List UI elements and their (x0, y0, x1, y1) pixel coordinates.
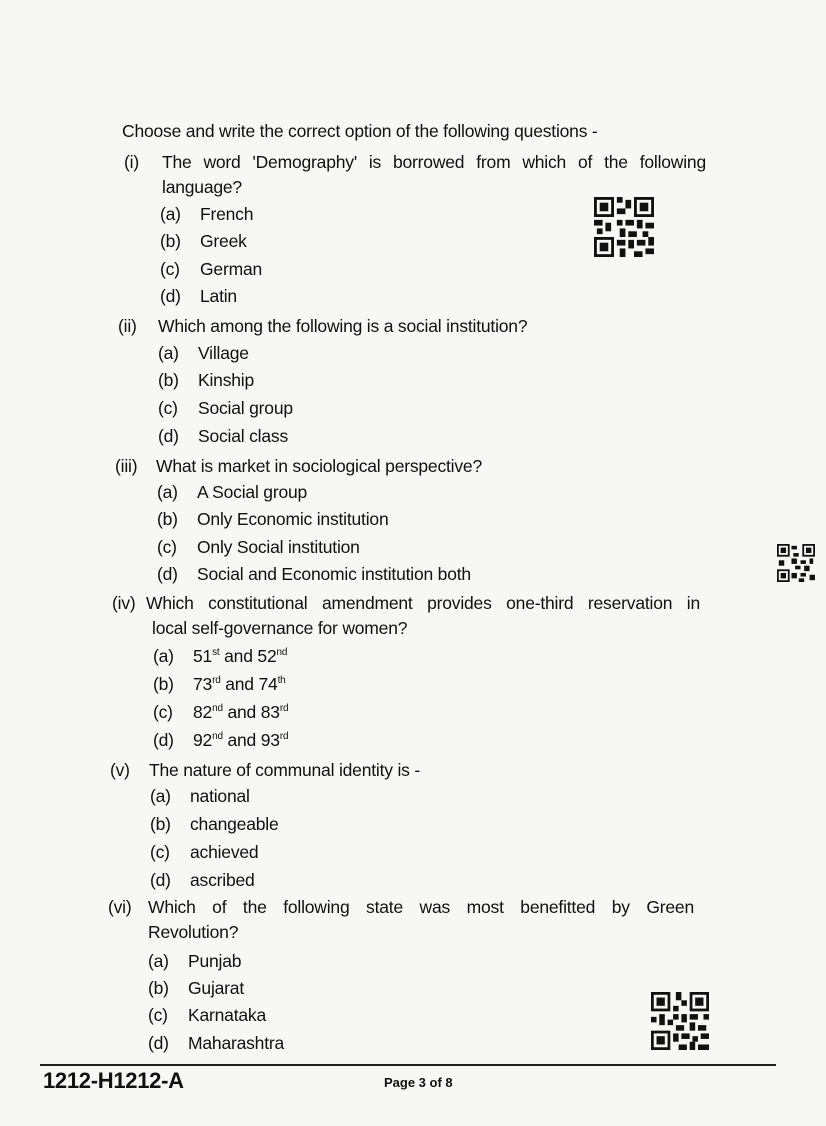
option (158, 398, 293, 419)
qr-code-icon (650, 992, 710, 1050)
question-text-line: Which among the following is a social institution? (158, 316, 528, 336)
question-2 (118, 314, 718, 339)
option (153, 674, 286, 695)
question-text-line: The word 'Demography' is borrowed from which of the following (162, 152, 706, 172)
conjunction: and (220, 674, 259, 694)
ordinal-suffix: rd (212, 675, 221, 686)
option-label: (a) (158, 343, 179, 363)
option-label: (b) (157, 509, 178, 529)
option (148, 951, 241, 972)
question-4 (112, 591, 700, 641)
option-label: (c) (150, 842, 170, 862)
question-text-line: Which constitutional amendment provides one-third reservation in (146, 593, 700, 613)
ordinal-number: 51 (193, 646, 213, 666)
option-text: Maharashtra (188, 1033, 285, 1053)
ordinal-number: 92 (193, 730, 213, 750)
ordinal-number: 74 (258, 674, 278, 694)
option-label: (a) (150, 786, 171, 806)
option (150, 870, 255, 891)
option-label: (b) (153, 674, 174, 694)
option-text: Only Social institution (197, 537, 360, 557)
ordinal-number: 73 (193, 674, 213, 694)
question-text-line: Revolution? (148, 922, 239, 942)
option-label: (b) (158, 370, 179, 390)
option-label: (b) (150, 814, 171, 834)
conjunction: and (222, 702, 261, 722)
option (160, 231, 247, 252)
ordinal-suffix: st (212, 647, 220, 658)
question-number: (iv) (112, 593, 136, 613)
question-3 (115, 454, 715, 479)
paper-code: 1212-H1212-A (43, 1068, 184, 1093)
option-text: achieved (190, 842, 259, 862)
option (157, 537, 360, 558)
ordinal-suffix: nd (212, 703, 223, 714)
option-label: (c) (158, 398, 178, 418)
ordinal-number: 93 (260, 730, 280, 750)
option (157, 564, 471, 585)
question-text-line: local self-governance for women? (152, 618, 408, 638)
option-label: (c) (157, 537, 177, 557)
ordinal-suffix: nd (212, 731, 223, 742)
option-text: Karnataka (188, 1005, 266, 1025)
question-text-line: Which of the following state was most benefitted by Green (148, 897, 694, 917)
option-text: national (190, 786, 250, 806)
option (160, 286, 237, 307)
instruction: Choose and write the correct option of the following questions - (122, 121, 598, 141)
option-label: (d) (153, 730, 174, 750)
question-5 (110, 758, 710, 783)
option (160, 259, 262, 280)
option (153, 730, 288, 751)
option (150, 786, 250, 807)
option (158, 370, 254, 391)
option-text: Punjab (188, 951, 242, 971)
option-text: Village (198, 343, 249, 363)
option-label: (c) (153, 702, 173, 722)
option-label: (d) (158, 426, 179, 446)
option-text: changeable (190, 814, 279, 834)
question-text-line: The nature of communal identity is - (149, 760, 420, 780)
option (150, 814, 279, 835)
conjunction: and (222, 730, 261, 750)
question-number: (iii) (115, 456, 138, 476)
question-number: (i) (124, 152, 139, 172)
option (148, 1033, 284, 1054)
option-text: Social group (198, 398, 293, 418)
option-label: (d) (160, 286, 181, 306)
option-text: Social and Economic institution both (197, 564, 471, 584)
option (153, 646, 287, 667)
ordinal-suffix: rd (279, 703, 289, 714)
footer-divider (40, 1064, 776, 1066)
option (148, 978, 244, 999)
option (158, 426, 288, 447)
option-text: Kinship (198, 370, 254, 390)
qr-code-icon (593, 197, 655, 257)
question-6 (108, 895, 694, 945)
option (153, 702, 288, 723)
option-label: (a) (148, 951, 169, 971)
ordinal-number: 82 (193, 702, 213, 722)
option-text: Latin (200, 286, 237, 306)
option (148, 1005, 266, 1026)
option-label: (d) (150, 870, 171, 890)
ordinal-suffix: nd (276, 647, 288, 658)
option (157, 509, 388, 530)
option-text: French (200, 204, 254, 224)
option (150, 842, 258, 863)
option-label: (b) (160, 231, 181, 251)
option-text: ascribed (190, 870, 255, 890)
option-text: Only Economic institution (197, 509, 389, 529)
conjunction: and (219, 646, 258, 666)
option-label: (a) (157, 482, 178, 502)
option-label: (d) (148, 1033, 169, 1053)
option-text: Greek (200, 231, 247, 251)
option-label: (a) (160, 204, 181, 224)
page-number: Page 3 of 8 (384, 1075, 453, 1090)
option-label: (c) (160, 259, 180, 279)
ordinal-number: 83 (260, 702, 280, 722)
question-number: (v) (110, 760, 130, 780)
question-number: (ii) (118, 316, 137, 336)
ordinal-suffix: rd (279, 731, 289, 742)
option-label: (d) (157, 564, 178, 584)
ordinal-number: 52 (257, 646, 277, 666)
ordinal-suffix: th (277, 675, 286, 686)
option-label: (a) (153, 646, 174, 666)
option-text: German (200, 259, 263, 279)
option (158, 343, 249, 364)
option-text: A Social group (197, 482, 308, 502)
option-label: (b) (148, 978, 169, 998)
option (160, 204, 253, 225)
qr-code-icon (776, 544, 816, 582)
option-text: Social class (198, 426, 288, 446)
question-text-line: What is market in sociological perspective? (156, 456, 482, 476)
question-number: (vi) (108, 897, 132, 917)
option (157, 482, 307, 503)
question-text-line: language? (162, 177, 242, 197)
question-1 (124, 150, 706, 200)
option-text: Gujarat (188, 978, 244, 998)
option-label: (c) (148, 1005, 168, 1025)
